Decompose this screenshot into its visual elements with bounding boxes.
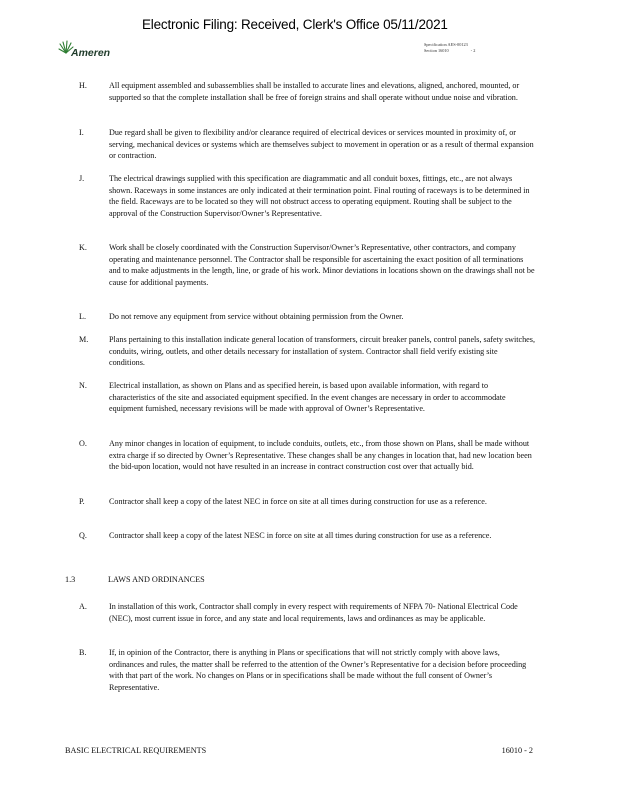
item-text: All equipment assembled and subassemblies shall be installed to accurate lines and elevations, aligned, anchored, mounted, or supported so that the complete installation shall be free of foreign strains and shall operate without undue noise and vibration.: [109, 81, 520, 102]
item-text: Due regard shall be given to flexibility and/or clearance required of electrical devices or services mounted in proximity of, or serving, mechanical devices or systems which are themselves subject to movement in operation or as a result of thermal expansion or contraction.: [109, 128, 534, 160]
spec-page: - 2: [470, 48, 476, 53]
item-text: Plans pertaining to this installation indicate general location of transformers, circuit breaker panels, control panels, safety switches, conduits, wiring, outlets, and other details necessary for installation of system. Contractor shall field verify existing site conditions.: [109, 335, 535, 367]
item-label: P.: [79, 497, 85, 506]
list-item-n: [79, 380, 535, 415]
item-label: Q.: [79, 531, 87, 540]
spec-meta: [424, 42, 475, 54]
item-label: H.: [79, 81, 87, 90]
item-text: If, in opinion of the Contractor, there is anything in Plans or specifications that will not strictly comply with above laws, ordinances and rules, the matter shall be referred to the attention of the Owner’s Representative for a decision before proceeding with that part of the work. No changes on Plans or in specifications shall be made without the full consent of Owner’s Representative.: [109, 648, 527, 692]
list-item-b: [79, 647, 535, 693]
item-label: K.: [79, 243, 87, 252]
list-item-j: [79, 173, 535, 219]
section-number: 1.3: [65, 575, 76, 584]
item-label: B.: [79, 648, 87, 657]
item-text: Work shall be closely coordinated with the Construction Supervisor/Owner’s Representative, other contractors, and company operating and maintenance personnel. The Contractor shall be responsible for ascertaining the exact position of all terminations and to make adjustments in the length, line, or grade of his work. Minor deviations in locations shown on the drawings shall not be cause for additional payments.: [109, 243, 535, 287]
item-text: In installation of this work, Contractor shall comply in every respect with requirements of NFPA 70- National Electrical Code (NEC), most current issue in force, and any state and local requirements, laws and ordinances as may be applicable.: [109, 602, 518, 623]
item-text: Contractor shall keep a copy of the latest NESC in force on site at all times during construction for use as a reference.: [109, 531, 492, 540]
item-label: O.: [79, 439, 87, 448]
list-item-m: [79, 334, 535, 369]
spec-number: Specification AES-00123: [424, 42, 468, 47]
list-item-h: [79, 80, 535, 103]
item-label: N.: [79, 381, 87, 390]
item-label: L.: [79, 312, 86, 321]
list-item-i: [79, 127, 535, 162]
electronic-filing-stamp: Electronic Filing: Received, Clerk's Office 05/11/2021: [142, 17, 448, 32]
ameren-wordmark: Ameren: [71, 47, 111, 59]
list-item-l: [79, 311, 535, 323]
footer-page-number: 16010 - 2: [501, 746, 533, 755]
item-text: Do not remove any equipment from service without obtaining permission from the Owner.: [109, 312, 404, 321]
list-item-q: [79, 530, 535, 542]
section-title: LAWS AND ORDINANCES: [108, 575, 205, 584]
spec-section: Section 16010: [424, 48, 449, 53]
item-label: I.: [79, 128, 84, 137]
list-item-k: [79, 242, 535, 288]
item-label: A.: [79, 602, 87, 611]
item-label: M.: [79, 335, 89, 344]
item-label: J.: [79, 174, 85, 183]
list-item-o: [79, 438, 535, 473]
footer-title: BASIC ELECTRICAL REQUIREMENTS: [65, 746, 207, 755]
list-item-p: [79, 496, 535, 508]
item-text: The electrical drawings supplied with this specification are diagrammatic and all conduit boxes, fittings, etc., are not always shown. Raceways in some instances are only indicated at their termination point. Final routing of raceways is to be determined in the field. Raceways are to be located so they will not obstruct access to operating equipment. Routing shall be subject to the approval of the Construction Supervisor/Owner’s Representative.: [109, 174, 530, 218]
item-text: Contractor shall keep a copy of the latest NEC in force on site at all times during construction for use as a reference.: [109, 497, 487, 506]
list-item-a: [79, 601, 535, 624]
item-text: Electrical installation, as shown on Plans and as specified herein, is based upon available information, with regard to characteristics of the site and associated equipment specified. In the event changes are necessary in order to accommodate equipment furnished, necessary revisions will be made with approval of Owner’s Representative.: [109, 381, 506, 413]
item-text: Any minor changes in location of equipment, to include conduits, outlets, etc., from those shown on Plans, shall be made without extra charge if so directed by Owner’s Representative. These changes shall be any changes in location that, had new location been the bid-upon location, would not have resulted in an increase in contract construction cost over that actually bid.: [109, 439, 532, 471]
